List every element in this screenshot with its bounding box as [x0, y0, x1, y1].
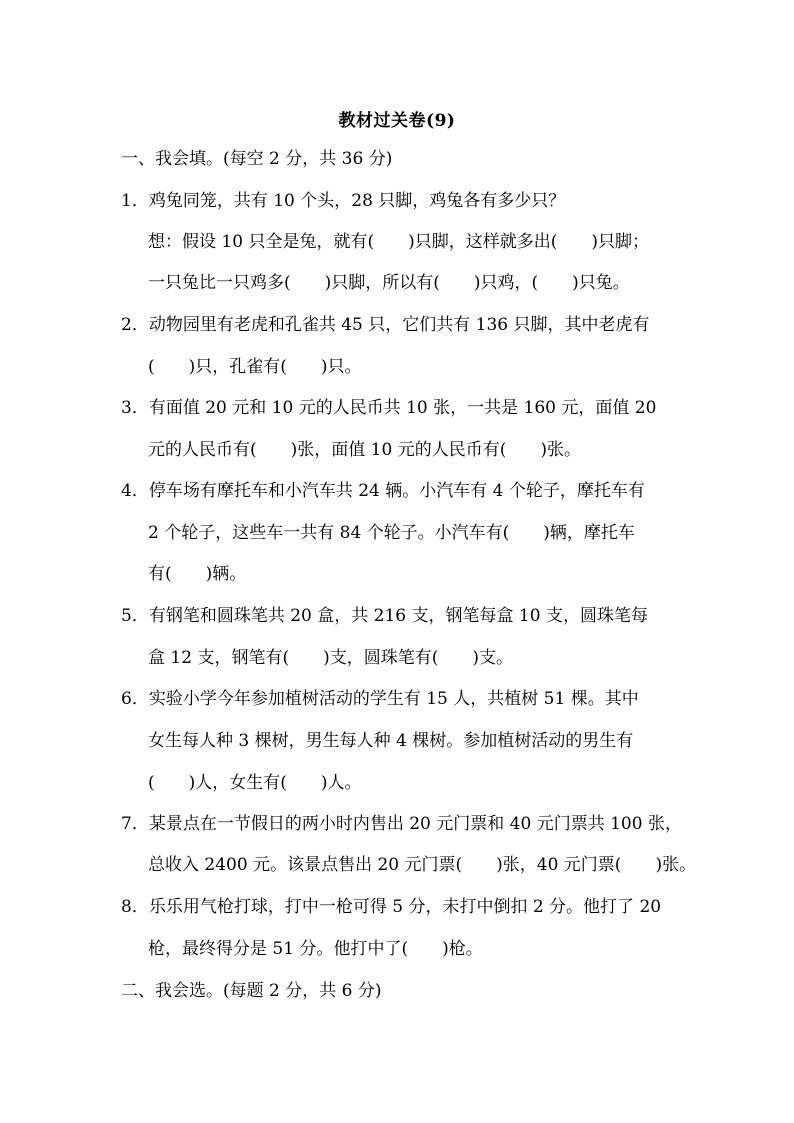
- question-5-line-2: 盒 12 支，钢笔有( )支，圆珠笔有( )支。: [148, 648, 513, 668]
- section-2-heading: 二、我会选。(每题 2 分，共 6 分): [121, 981, 382, 1001]
- question-7-line-1: 7．某景点在一节假日的两小时内售出 20 元门票和 40 元门票共 100 张，: [121, 814, 682, 834]
- section-1-heading: 一、我会填。(每空 2 分，共 36 分): [121, 149, 393, 169]
- question-1-line-2: 想：假设 10 只全是兔，就有( )只脚，这样就多出( )只脚；: [148, 232, 649, 252]
- question-3-line-1: 3．有面值 20 元和 10 元的人民币共 10 张，一共是 160 元，面值 20: [121, 398, 657, 418]
- question-1-line-1: 1．鸡兔同笼，共有 10 个头，28 只脚，鸡兔各有多少只？: [121, 191, 566, 211]
- question-6-line-1: 6．实验小学今年参加植树活动的学生有 15 人，共植树 51 棵。其中: [121, 689, 639, 709]
- question-6-line-2: 女生每人种 3 棵树，男生每人种 4 棵树。参加植树活动的男生有: [148, 731, 634, 751]
- question-4-line-1: 4．停车场有摩托车和小汽车共 24 辆。小汽车有 4 个轮子，摩托车有: [121, 481, 645, 501]
- question-7-line-2: 总收入 2400 元。该景点售出 20 元门票( )张，40 元门票( )张。: [148, 855, 697, 875]
- question-4-line-3: 有( )辆。: [148, 564, 247, 584]
- page-title: 教材过关卷(9): [338, 111, 456, 131]
- question-8-line-2: 枪，最终得分是 51 分。他打中了( )枪。: [148, 939, 483, 959]
- question-2-line-1: 2．动物园里有老虎和孔雀共 45 只，它们共有 136 只脚，其中老虎有: [121, 315, 650, 335]
- question-8-line-1: 8．乐乐用气枪打球，打中一枪可得 5 分，未打中倒扣 2 分。他打了 20: [121, 897, 662, 917]
- question-5-line-1: 5．有钢笔和圆珠笔共 20 盒，共 216 支，钢笔每盒 10 支，圆珠笔每: [121, 606, 648, 626]
- question-2-line-2: ( )只，孔雀有( )只。: [148, 357, 362, 377]
- question-1-line-3: 一只兔比一只鸡多( )只脚，所以有( )只鸡，( )只兔。: [148, 273, 630, 293]
- question-6-line-3: ( )人，女生有( )人。: [148, 773, 362, 793]
- question-3-line-2: 元的人民币有( )张，面值 10 元的人民币有( )张。: [148, 440, 581, 460]
- question-4-line-2: 2 个轮子，这些车一共有 84 个轮子。小汽车有( )辆，摩托车: [148, 523, 635, 543]
